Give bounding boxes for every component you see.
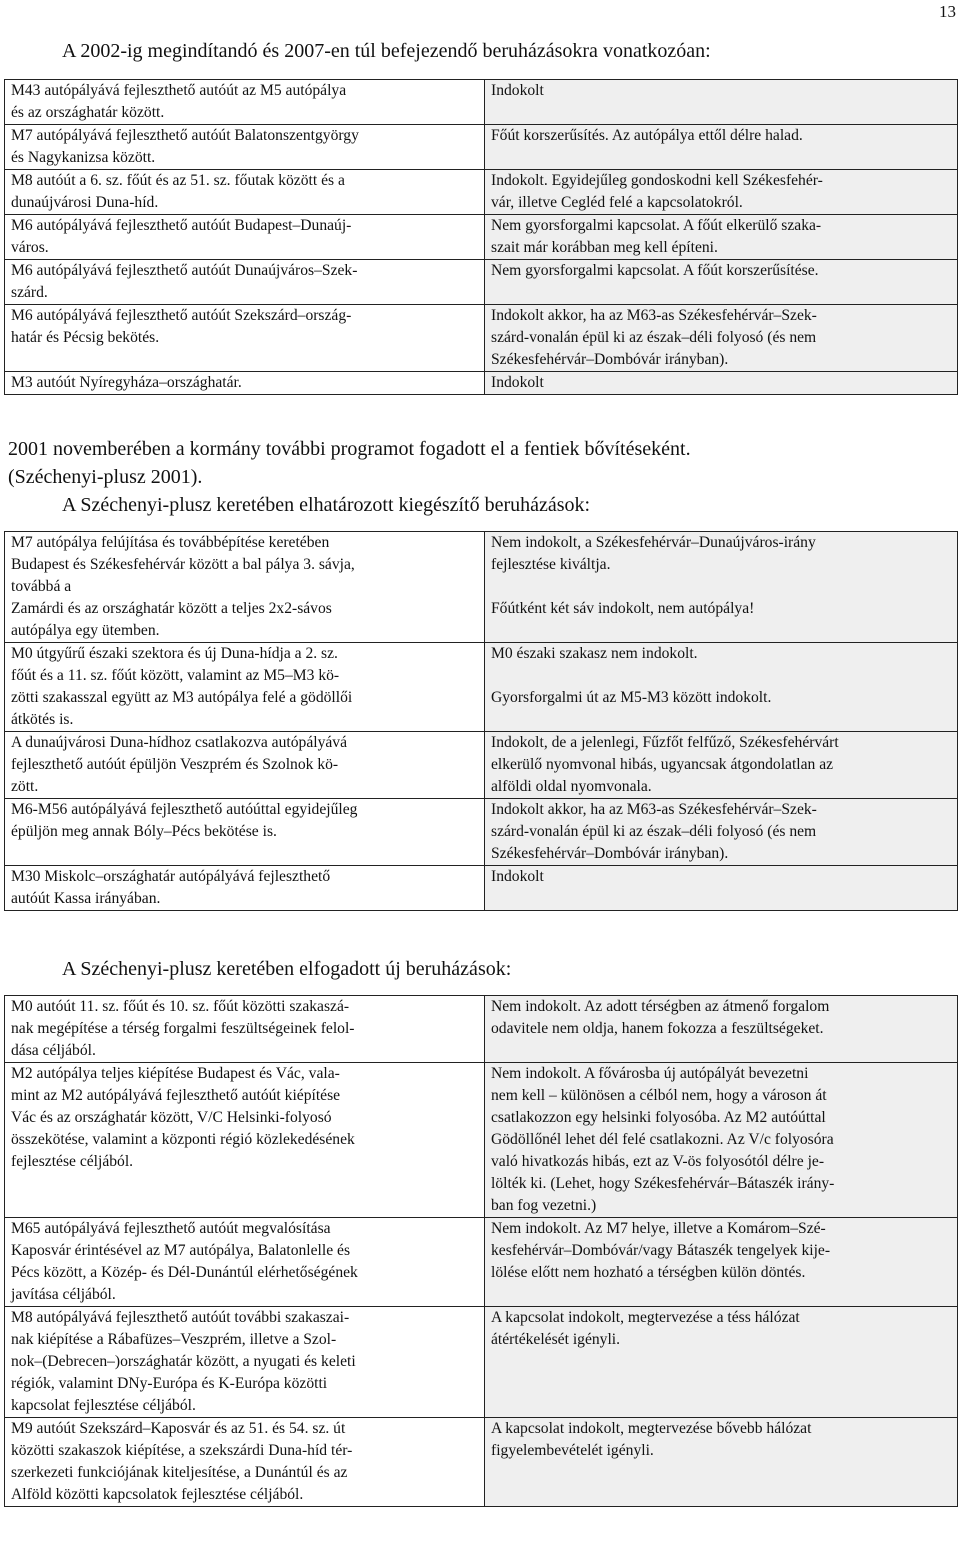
cell-line: szait már korábban meg kell építeni. xyxy=(491,239,718,256)
cell-line: fejlesztése kiváltja. xyxy=(491,556,611,573)
cell-line: M2 autópálya teljes kiépítése Budapest és Vác, vala- xyxy=(11,1065,340,1082)
cell-line: Gödöllőnél lehet dél felé csatlakozni. Az V/c folyosóra xyxy=(491,1131,834,1148)
cell-line: átértékelését igényli. xyxy=(491,1331,621,1348)
cell-line: M8 autóút a 6. sz. főút és az 51. sz. főutak között és a xyxy=(11,172,345,189)
assessment-cell xyxy=(485,1218,958,1307)
project-cell xyxy=(5,1418,485,1507)
cell-line: Gyorsforgalmi út az M5-M3 között indokolt. xyxy=(491,689,772,706)
project-cell xyxy=(5,305,485,372)
cell-line: Indokolt xyxy=(491,374,544,391)
cell-line: figyelembevételét igényli. xyxy=(491,1442,654,1459)
project-cell xyxy=(5,1218,485,1307)
cell-line: M8 autópályává fejleszthető autóút további szakaszai- xyxy=(11,1309,350,1326)
cell-line: közötti szakaszok kiépítése, a szekszárdi Duna-híd tér- xyxy=(11,1442,353,1459)
project-cell xyxy=(5,1307,485,1418)
cell-line: odavitele nem oldja, hanem fokozza a feszültségeket. xyxy=(491,1020,824,1037)
project-cell xyxy=(5,532,485,643)
cell-line: Budapest és Székesfehérvár között a bal pálya 3. sávja, xyxy=(11,556,355,573)
assessment-cell xyxy=(485,996,958,1063)
cell-line: mint az M2 autópályává fejleszthető autóút kiépítése xyxy=(11,1087,341,1104)
cell-line: M7 autópálya felújítása és továbbépítése keretében xyxy=(11,534,330,551)
table-row xyxy=(5,80,958,125)
cell-line: való hivatkozás hibás, ezt az V-ös folyosótól délre je- xyxy=(491,1153,825,1170)
section-heading-3: A Széchenyi-plusz keretében elfogadott új beruházások: xyxy=(62,958,512,980)
table-row xyxy=(5,305,958,372)
cell-line: M7 autópályává fejleszthető autóút Balatonszentgyörgy xyxy=(11,127,359,144)
table-row xyxy=(5,260,958,305)
paragraph-line-1: 2001 novemberében a kormány további programot fogadott el a fentiek bővítéseként. xyxy=(8,438,691,460)
cell-line: autóút Kassa irányában. xyxy=(11,890,161,907)
cell-line: továbbá a xyxy=(11,578,72,595)
cell-line: alföldi oldal nyomvonala. xyxy=(491,778,652,795)
cell-line xyxy=(491,665,955,687)
project-cell xyxy=(5,125,485,170)
project-cell xyxy=(5,996,485,1063)
table-row xyxy=(5,1218,958,1307)
cell-line: város. xyxy=(11,239,49,256)
assessment-cell xyxy=(485,305,958,372)
table-row xyxy=(5,1063,958,1218)
table-row xyxy=(5,866,958,911)
assessment-cell xyxy=(485,1418,958,1507)
table-row xyxy=(5,643,958,732)
table-1 xyxy=(4,79,958,395)
project-cell xyxy=(5,372,485,395)
cell-line: nak kiépítése a Rábafüzes–Veszprém, illetve a Szol- xyxy=(11,1331,337,1348)
cell-line: nem kell – különösen a célból nem, hogy a városon át xyxy=(491,1087,827,1104)
cell-line: Nem gyorsforgalmi kapcsolat. A főút elkerülő szaka- xyxy=(491,217,822,234)
cell-line: ban fog vezetni.) xyxy=(491,1197,597,1214)
cell-line: M0 útgyűrű északi szektora és új Duna-hídja a 2. sz. xyxy=(11,645,338,662)
cell-line: A kapcsolat indokolt, megtervezése bővebb hálózat xyxy=(491,1420,812,1437)
cell-line: Indokolt xyxy=(491,868,544,885)
assessment-cell xyxy=(485,643,958,732)
table-row xyxy=(5,996,958,1063)
cell-line: vár, illetve Cegléd felé a kapcsolatokról. xyxy=(491,194,743,211)
table-3 xyxy=(4,995,958,1507)
cell-line: Székesfehérvár–Dombóvár irányban). xyxy=(491,845,729,862)
cell-line: M0 északi szakasz nem indokolt. xyxy=(491,645,698,662)
project-cell xyxy=(5,215,485,260)
cell-line: M3 autóút Nyíregyháza–országhatár. xyxy=(11,374,242,391)
assessment-cell xyxy=(485,866,958,911)
table-row xyxy=(5,170,958,215)
cell-line: főút és a 11. sz. főút között, valamint az M5–M3 kö- xyxy=(11,667,340,684)
assessment-cell xyxy=(485,170,958,215)
cell-line: határ és Pécsig bekötés. xyxy=(11,329,160,346)
cell-line: szárd-vonalán épül ki az észak–déli folyosó (és nem xyxy=(491,823,817,840)
project-cell xyxy=(5,170,485,215)
cell-line xyxy=(491,576,955,598)
cell-line: Indokolt, de a jelenlegi, Fűzfőt felfűző, Székesfehérvárt xyxy=(491,734,839,751)
cell-line: összekötése, valamint a központi régió közlekedésének xyxy=(11,1131,355,1148)
cell-line: kesfehérvár–Dombóvár/vagy Bátaszék tengelyek kije- xyxy=(491,1242,831,1259)
cell-line: Indokolt akkor, ha az M63-as Székesfehérvár–Szek- xyxy=(491,307,817,324)
cell-line: szárd-vonalán épül ki az észak–déli folyosó (és nem xyxy=(491,329,817,346)
assessment-cell xyxy=(485,372,958,395)
assessment-cell xyxy=(485,260,958,305)
table-row xyxy=(5,1307,958,1418)
page-number: 13 xyxy=(939,2,956,21)
cell-line: kapcsolat fejlesztése céljából. xyxy=(11,1397,196,1414)
assessment-cell xyxy=(485,1063,958,1218)
cell-line: A kapcsolat indokolt, megtervezése a téss hálózat xyxy=(491,1309,800,1326)
cell-line: és az országhatár között. xyxy=(11,104,165,121)
cell-line: Kaposvár érintésével az M7 autópálya, Balatonlelle és xyxy=(11,1242,351,1259)
cell-line: elkerülő nyomvonal hibás, ugyancsak átgondolatlan az xyxy=(491,756,834,773)
assessment-cell xyxy=(485,1307,958,1418)
cell-line: dása céljából. xyxy=(11,1042,96,1059)
cell-line: Indokolt. Egyidejűleg gondoskodni kell Székesfehér- xyxy=(491,172,823,189)
cell-line: fejlesztése céljából. xyxy=(11,1153,134,1170)
cell-line: M6 autópályává fejleszthető autóút Budapest–Dunaúj- xyxy=(11,217,352,234)
cell-line: Nem indokolt. Az M7 helye, illetve a Komárom–Szé- xyxy=(491,1220,826,1237)
assessment-cell xyxy=(485,80,958,125)
cell-line: Indokolt akkor, ha az M63-as Székesfehérvár–Szek- xyxy=(491,801,817,818)
table-2 xyxy=(4,531,958,911)
assessment-cell xyxy=(485,799,958,866)
cell-line: M65 autópályává fejleszthető autóút megvalósítása xyxy=(11,1220,331,1237)
cell-line: M0 autóút 11. sz. főút és 10. sz. főút közötti szakaszá- xyxy=(11,998,350,1015)
cell-line: épüljön meg annak Bóly–Pécs bekötése is. xyxy=(11,823,277,840)
section-heading-1: A 2002-ig megindítandó és 2007-en túl befejezendő beruházásokra vonatkozóan: xyxy=(62,40,711,62)
cell-line: nok–(Debrecen–)országhatár között, a nyugati és keleti xyxy=(11,1353,356,1370)
cell-line: és Nagykanizsa között. xyxy=(11,149,156,166)
cell-line: A dunaújvárosi Duna-hídhoz csatlakozva autópályává xyxy=(11,734,348,751)
table-row xyxy=(5,372,958,395)
cell-line: Főútként két sáv indokolt, nem autópálya! xyxy=(491,600,755,617)
table-row xyxy=(5,799,958,866)
project-cell xyxy=(5,643,485,732)
assessment-cell xyxy=(485,125,958,170)
cell-line: lölték ki. (Lehet, hogy Székesfehérvár–Bátaszék irány- xyxy=(491,1175,835,1192)
cell-line: M30 Miskolc–országhatár autópályává fejleszthető xyxy=(11,868,331,885)
cell-line: dunaújvárosi Duna-híd. xyxy=(11,194,159,211)
cell-line: átkötés is. xyxy=(11,711,74,728)
cell-line: lölése előtt nem hozható a térségben külön döntés. xyxy=(491,1264,806,1281)
assessment-cell xyxy=(485,215,958,260)
cell-line: Nem gyorsforgalmi kapcsolat. A főút korszerűsítése. xyxy=(491,262,819,279)
cell-line: zötti szakasszal együtt az M3 autópálya felé a gödöllői xyxy=(11,689,353,706)
cell-line: Vác és az országhatár között, V/C Helsinki-folyosó xyxy=(11,1109,332,1126)
cell-line: csatlakozzon egy helsinki folyosóba. Az M2 autóúttal xyxy=(491,1109,826,1126)
assessment-cell xyxy=(485,532,958,643)
cell-line: Zamárdi és az országhatár között a teljes 2x2-sávos xyxy=(11,600,332,617)
cell-line: javítása céljából. xyxy=(11,1286,116,1303)
paragraph-line-2: (Széchenyi-plusz 2001). xyxy=(8,466,203,488)
project-cell xyxy=(5,799,485,866)
cell-line: Székesfehérvár–Dombóvár irányban). xyxy=(491,351,729,368)
cell-line: szárd. xyxy=(11,284,48,301)
section-heading-2: A Széchenyi-plusz keretében elhatározott kiegészítő beruházások: xyxy=(62,494,591,516)
cell-line: Pécs között, a Közép- és Dél-Dunántúl elérhetőségének xyxy=(11,1264,358,1281)
cell-line: Nem indokolt, a Székesfehérvár–Dunaújváros-irány xyxy=(491,534,816,551)
cell-line: M43 autópályává fejleszthető autóút az M5 autópálya xyxy=(11,82,347,99)
project-cell xyxy=(5,260,485,305)
cell-line: M9 autóút Szekszárd–Kaposvár és az 51. és 54. sz. út xyxy=(11,1420,346,1437)
project-cell xyxy=(5,732,485,799)
cell-line: autópálya egy ütemben. xyxy=(11,622,160,639)
table-row xyxy=(5,732,958,799)
cell-line: Nem indokolt. Az adott térségben az átmenő forgalom xyxy=(491,998,830,1015)
cell-line: zött. xyxy=(11,778,39,795)
cell-line: régiók, valamint DNy-Európa és K-Európa közötti xyxy=(11,1375,328,1392)
table-row xyxy=(5,125,958,170)
cell-line: Indokolt xyxy=(491,82,544,99)
cell-line: fejleszthető autóút épüljön Veszprém és Szolnok kö- xyxy=(11,756,339,773)
table-row xyxy=(5,1418,958,1507)
cell-line: Alföld közötti kapcsolatok fejlesztése céljából. xyxy=(11,1486,304,1503)
cell-line: szerkezeti funkciójának kiteljesítése, a Dunántúl és az xyxy=(11,1464,348,1481)
table-row xyxy=(5,215,958,260)
cell-line: Nem indokolt. A fővárosba új autópályát bevezetni xyxy=(491,1065,809,1082)
cell-line: nak megépítése a térség forgalmi feszültségeinek felol- xyxy=(11,1020,355,1037)
cell-line: Főút korszerűsítés. Az autópálya ettől délre halad. xyxy=(491,127,803,144)
assessment-cell xyxy=(485,732,958,799)
table-row xyxy=(5,532,958,643)
cell-line: M6 autópályává fejleszthető autóút Szekszárd–ország- xyxy=(11,307,352,324)
cell-line: M6 autópályává fejleszthető autóút Dunaújváros–Szek- xyxy=(11,262,358,279)
project-cell xyxy=(5,1063,485,1218)
project-cell xyxy=(5,866,485,911)
cell-line: M6-M56 autópályává fejleszthető autóúttal egyidejűleg xyxy=(11,801,358,818)
project-cell xyxy=(5,80,485,125)
